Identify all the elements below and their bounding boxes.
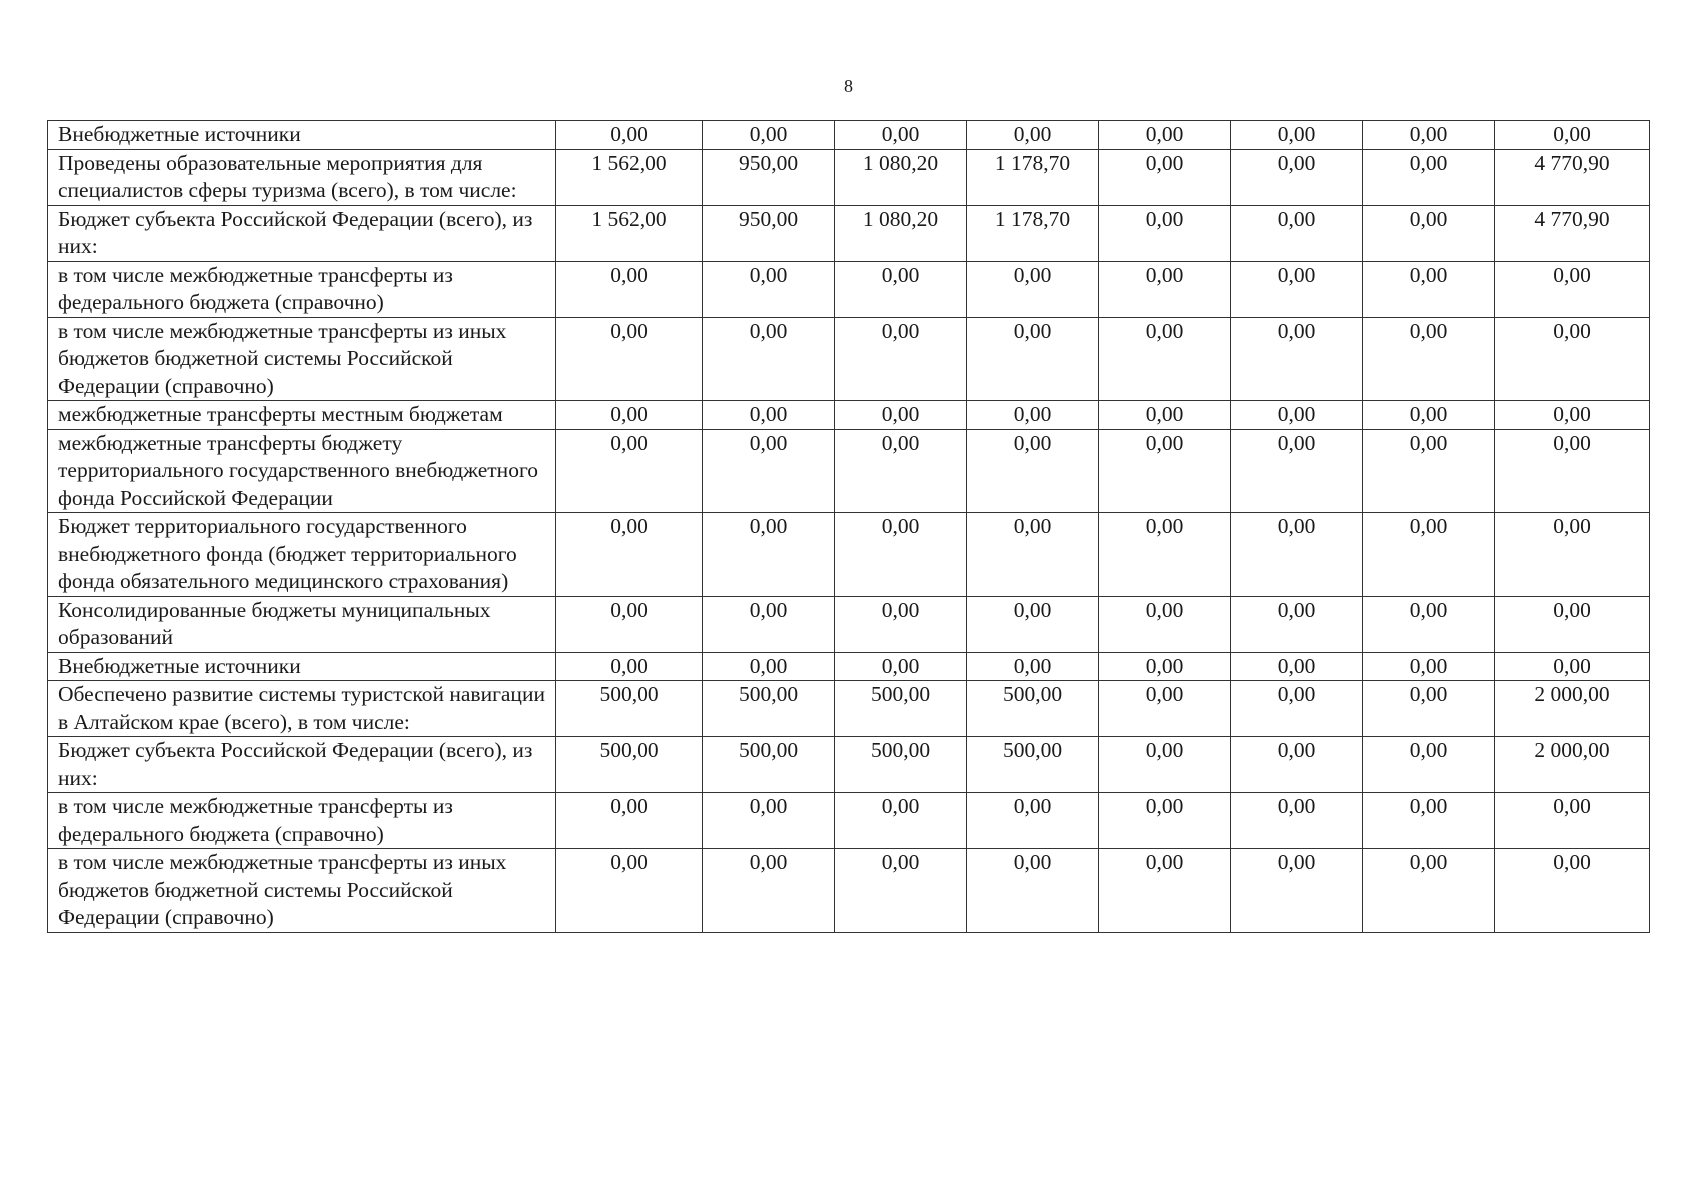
value-cell: 500,00 (556, 681, 703, 737)
value-cell: 0,00 (1099, 121, 1231, 150)
value-cell: 1 080,20 (835, 149, 967, 205)
value-cell: 500,00 (703, 681, 835, 737)
table-row (48, 149, 1650, 205)
value-cell: 0,00 (1099, 513, 1231, 597)
total-cell: 0,00 (1495, 121, 1650, 150)
value-cell: 0,00 (967, 429, 1099, 513)
value-cell: 0,00 (967, 652, 1099, 681)
value-cell: 0,00 (1231, 205, 1363, 261)
total-cell: 0,00 (1495, 401, 1650, 430)
value-cell: 0,00 (1231, 429, 1363, 513)
value-cell: 0,00 (1099, 737, 1231, 793)
value-cell: 0,00 (1099, 205, 1231, 261)
value-cell: 0,00 (1363, 737, 1495, 793)
row-label: в том числе межбюджетные трансферты из федерального бюджета (справочно) (48, 793, 556, 849)
table-body (48, 121, 1650, 933)
value-cell: 0,00 (703, 652, 835, 681)
table-row (48, 681, 1650, 737)
value-cell: 0,00 (1099, 652, 1231, 681)
value-cell: 0,00 (1231, 317, 1363, 401)
budget-table (47, 120, 1650, 933)
total-cell: 0,00 (1495, 317, 1650, 401)
value-cell: 0,00 (1099, 596, 1231, 652)
value-cell: 0,00 (1363, 849, 1495, 933)
row-label: Бюджет субъекта Российской Федерации (всего), из них: (48, 737, 556, 793)
value-cell: 1 080,20 (835, 205, 967, 261)
value-cell: 0,00 (703, 429, 835, 513)
total-cell: 2 000,00 (1495, 681, 1650, 737)
value-cell: 0,00 (556, 513, 703, 597)
table-row (48, 121, 1650, 150)
value-cell: 0,00 (1363, 596, 1495, 652)
value-cell: 1 178,70 (967, 149, 1099, 205)
value-cell: 0,00 (1231, 401, 1363, 430)
value-cell: 0,00 (835, 652, 967, 681)
table-row (48, 849, 1650, 933)
value-cell: 0,00 (835, 429, 967, 513)
row-label: Бюджет территориального государственного внебюджетного фонда (бюджет территориального фонда обязательного медицинского страхования) (48, 513, 556, 597)
value-cell: 0,00 (703, 513, 835, 597)
value-cell: 0,00 (967, 793, 1099, 849)
value-cell: 0,00 (703, 596, 835, 652)
value-cell: 0,00 (1363, 401, 1495, 430)
value-cell: 0,00 (967, 317, 1099, 401)
value-cell: 500,00 (967, 681, 1099, 737)
value-cell: 0,00 (556, 596, 703, 652)
value-cell: 0,00 (1231, 596, 1363, 652)
value-cell: 0,00 (1099, 401, 1231, 430)
value-cell: 0,00 (1363, 681, 1495, 737)
value-cell: 0,00 (1363, 149, 1495, 205)
value-cell: 500,00 (556, 737, 703, 793)
row-label: Бюджет субъекта Российской Федерации (всего), из них: (48, 205, 556, 261)
value-cell: 0,00 (1099, 261, 1231, 317)
value-cell: 0,00 (835, 401, 967, 430)
total-cell: 0,00 (1495, 793, 1650, 849)
value-cell: 0,00 (1231, 261, 1363, 317)
row-label: межбюджетные трансферты бюджету территориального государственного внебюджетного фонда Российской Федерации (48, 429, 556, 513)
value-cell: 0,00 (556, 793, 703, 849)
total-cell: 0,00 (1495, 513, 1650, 597)
value-cell: 0,00 (1363, 121, 1495, 150)
value-cell: 0,00 (835, 513, 967, 597)
value-cell: 0,00 (703, 261, 835, 317)
table-row (48, 652, 1650, 681)
value-cell: 0,00 (556, 121, 703, 150)
value-cell: 0,00 (1363, 205, 1495, 261)
total-cell: 0,00 (1495, 652, 1650, 681)
value-cell: 0,00 (967, 513, 1099, 597)
value-cell: 0,00 (1231, 681, 1363, 737)
value-cell: 0,00 (967, 401, 1099, 430)
table-row (48, 737, 1650, 793)
value-cell: 0,00 (1099, 681, 1231, 737)
row-label: в том числе межбюджетные трансферты из федерального бюджета (справочно) (48, 261, 556, 317)
value-cell: 0,00 (1363, 652, 1495, 681)
value-cell: 0,00 (556, 652, 703, 681)
row-label: Проведены образовательные мероприятия для специалистов сферы туризма (всего), в том числе: (48, 149, 556, 205)
table-row (48, 261, 1650, 317)
value-cell: 0,00 (835, 793, 967, 849)
value-cell: 0,00 (556, 317, 703, 401)
table-row (48, 429, 1650, 513)
value-cell: 0,00 (1363, 429, 1495, 513)
row-label: Обеспечено развитие системы туристской навигации в Алтайском крае (всего), в том числе: (48, 681, 556, 737)
value-cell: 950,00 (703, 149, 835, 205)
value-cell: 0,00 (703, 401, 835, 430)
value-cell: 0,00 (703, 317, 835, 401)
value-cell: 0,00 (835, 261, 967, 317)
value-cell: 0,00 (967, 596, 1099, 652)
row-label: в том числе межбюджетные трансферты из иных бюджетов бюджетной системы Российской Федерации (справочно) (48, 849, 556, 933)
row-label: Внебюджетные источники (48, 652, 556, 681)
value-cell: 0,00 (703, 121, 835, 150)
value-cell: 0,00 (703, 849, 835, 933)
value-cell: 500,00 (703, 737, 835, 793)
value-cell: 0,00 (967, 261, 1099, 317)
table-row (48, 401, 1650, 430)
value-cell: 0,00 (835, 121, 967, 150)
total-cell: 0,00 (1495, 849, 1650, 933)
value-cell: 0,00 (967, 849, 1099, 933)
value-cell: 0,00 (556, 401, 703, 430)
row-label: в том числе межбюджетные трансферты из иных бюджетов бюджетной системы Российской Федерации (справочно) (48, 317, 556, 401)
value-cell: 0,00 (1231, 121, 1363, 150)
value-cell: 500,00 (835, 681, 967, 737)
row-label: Внебюджетные источники (48, 121, 556, 150)
table-row (48, 793, 1650, 849)
total-cell: 4 770,90 (1495, 149, 1650, 205)
value-cell: 0,00 (1231, 513, 1363, 597)
value-cell: 0,00 (703, 793, 835, 849)
table-row (48, 317, 1650, 401)
value-cell: 0,00 (1231, 652, 1363, 681)
table-row (48, 596, 1650, 652)
row-label: Консолидированные бюджеты муниципальных образований (48, 596, 556, 652)
row-label: межбюджетные трансферты местным бюджетам (48, 401, 556, 430)
value-cell: 0,00 (1231, 737, 1363, 793)
value-cell: 0,00 (1363, 261, 1495, 317)
total-cell: 2 000,00 (1495, 737, 1650, 793)
value-cell: 0,00 (1099, 793, 1231, 849)
value-cell: 0,00 (1099, 317, 1231, 401)
value-cell: 0,00 (556, 849, 703, 933)
total-cell: 0,00 (1495, 261, 1650, 317)
value-cell: 0,00 (967, 121, 1099, 150)
value-cell: 1 562,00 (556, 205, 703, 261)
table-row (48, 205, 1650, 261)
value-cell: 0,00 (1231, 149, 1363, 205)
value-cell: 500,00 (835, 737, 967, 793)
value-cell: 0,00 (1363, 513, 1495, 597)
value-cell: 500,00 (967, 737, 1099, 793)
value-cell: 0,00 (556, 261, 703, 317)
total-cell: 4 770,90 (1495, 205, 1650, 261)
total-cell: 0,00 (1495, 596, 1650, 652)
value-cell: 0,00 (1099, 429, 1231, 513)
value-cell: 0,00 (1231, 849, 1363, 933)
value-cell: 0,00 (835, 317, 967, 401)
value-cell: 0,00 (1099, 149, 1231, 205)
value-cell: 1 562,00 (556, 149, 703, 205)
value-cell: 0,00 (1363, 793, 1495, 849)
value-cell: 0,00 (1363, 317, 1495, 401)
value-cell: 0,00 (835, 849, 967, 933)
page-number: 8 (844, 76, 853, 96)
value-cell: 0,00 (1099, 849, 1231, 933)
total-cell: 0,00 (1495, 429, 1650, 513)
value-cell: 0,00 (556, 429, 703, 513)
value-cell: 950,00 (703, 205, 835, 261)
value-cell: 0,00 (1231, 793, 1363, 849)
table-row (48, 513, 1650, 597)
value-cell: 1 178,70 (967, 205, 1099, 261)
value-cell: 0,00 (835, 596, 967, 652)
